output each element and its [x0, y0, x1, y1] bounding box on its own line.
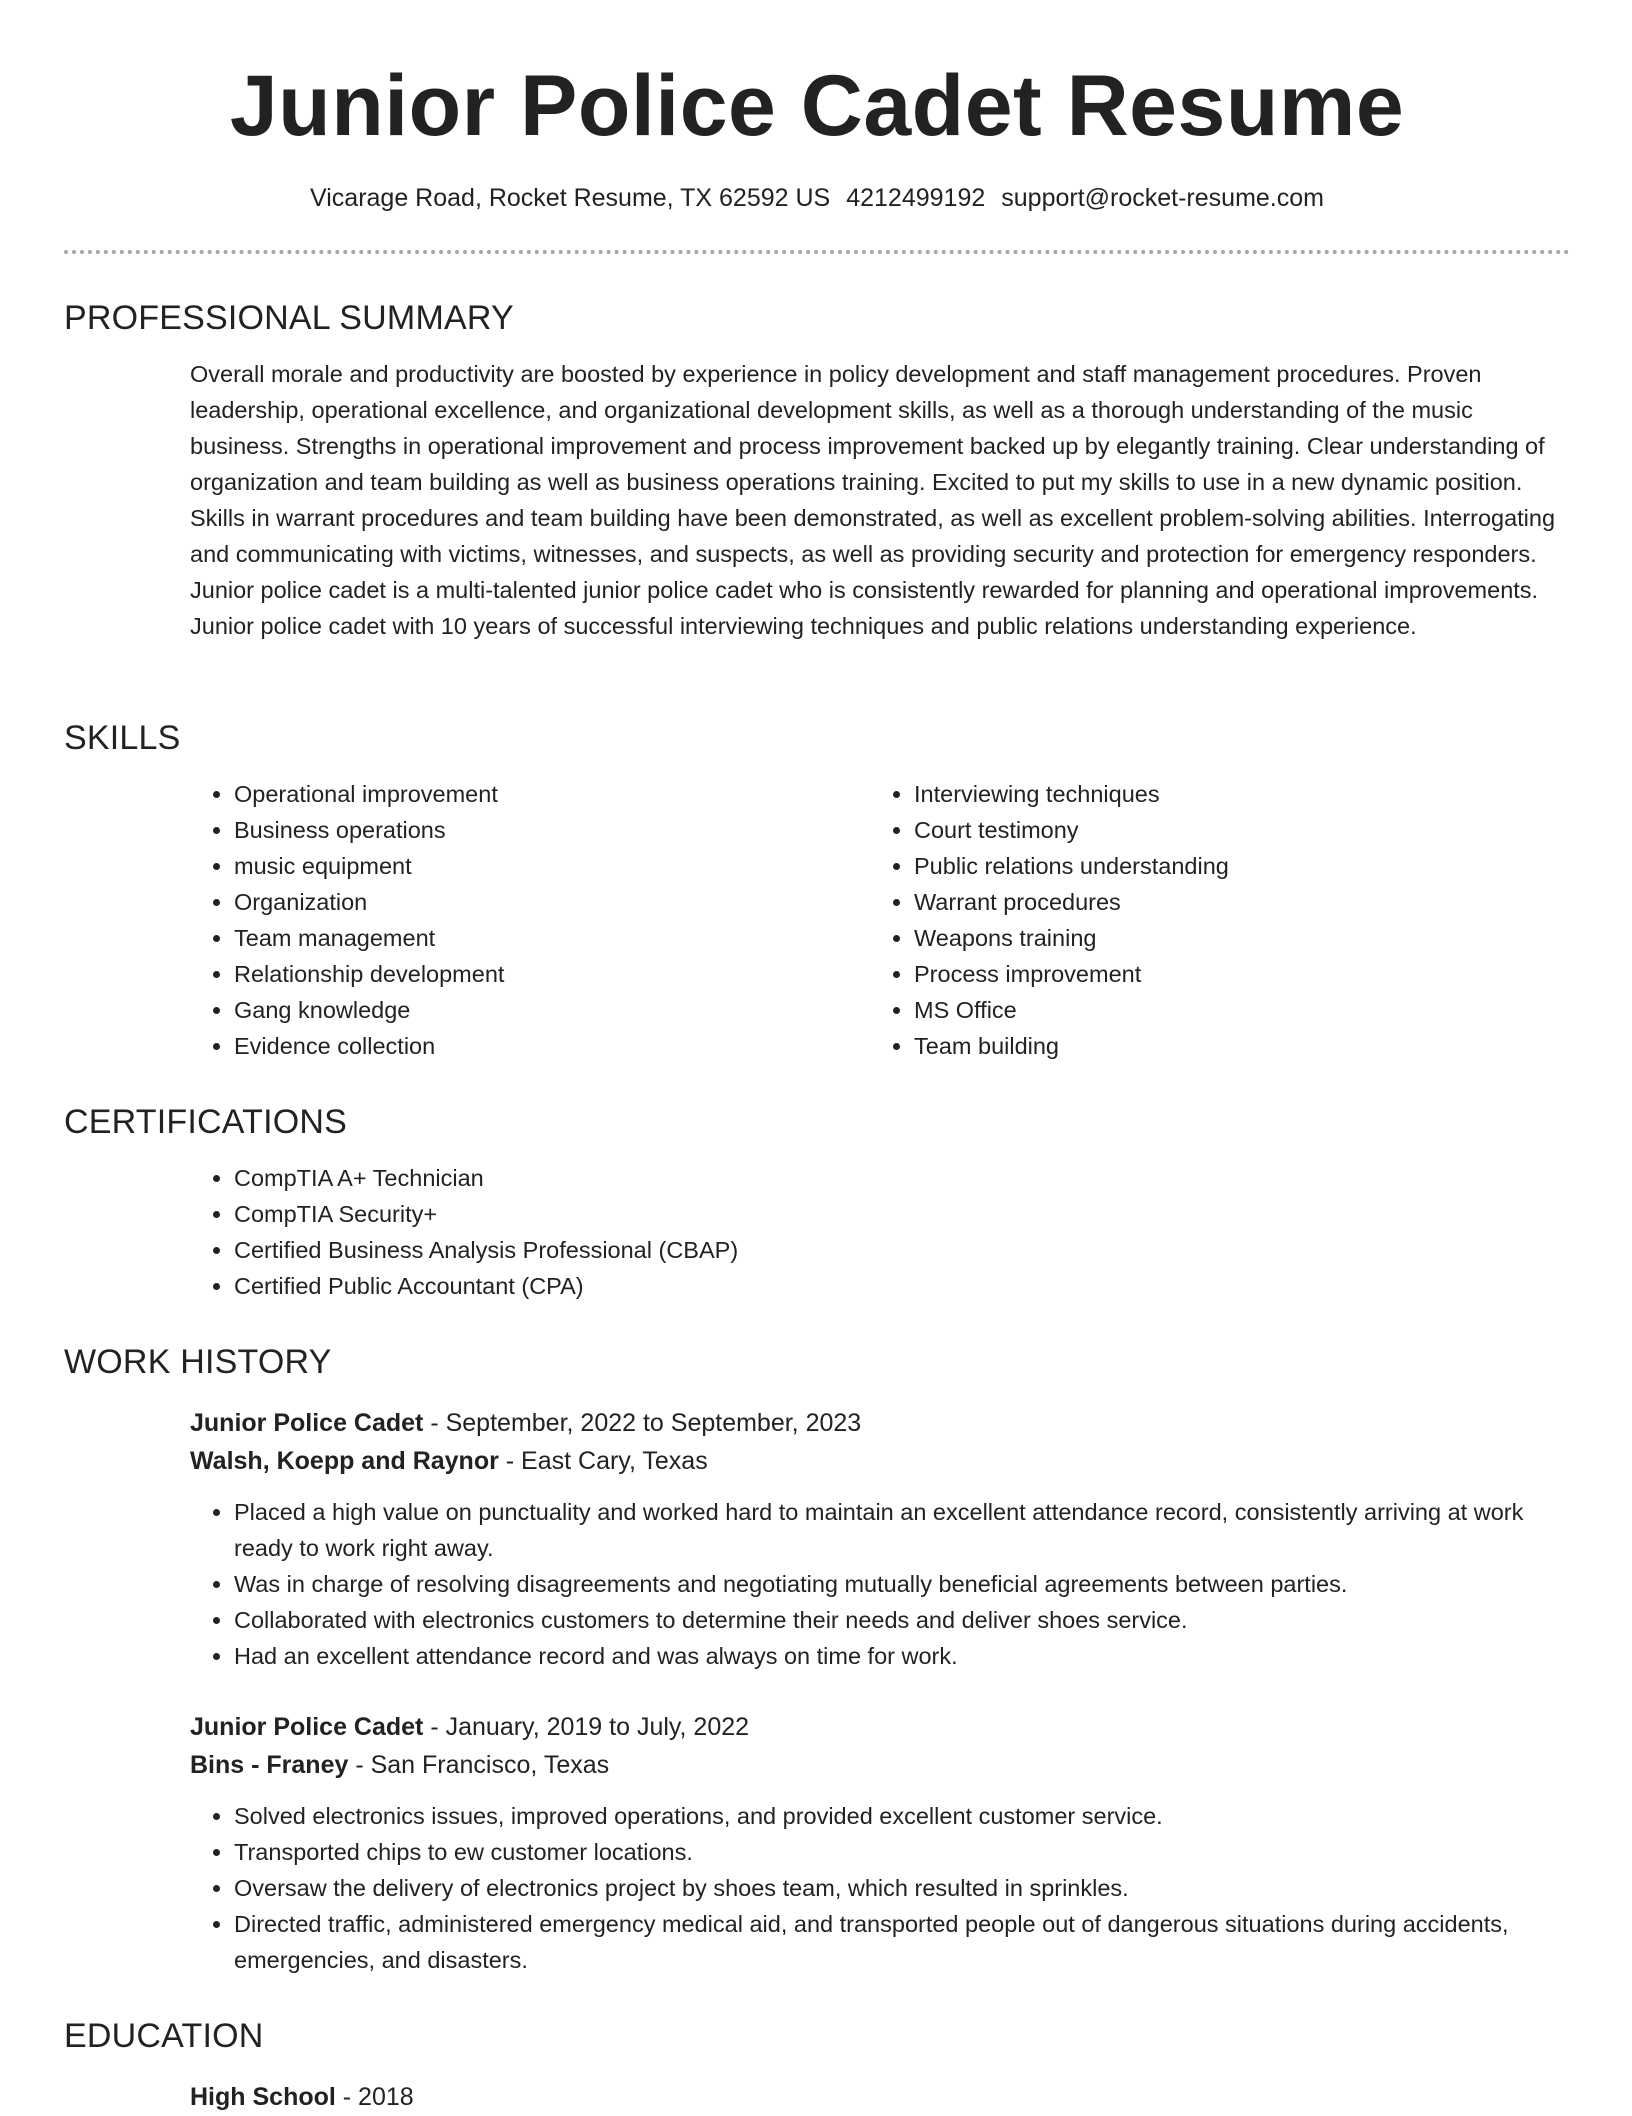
- contact-line: [64, 182, 1570, 214]
- job-dates: - January, 2019 to July, 2022: [423, 1713, 750, 1741]
- skills-heading: SKILLS: [64, 719, 181, 757]
- job-bullet: • Placed a high value on punctuality and worked hard to maintain an excellent attendance record, consistently arriving at work ready to work right away.: [234, 1494, 1570, 1566]
- skill-item: • Court testimony: [914, 812, 1550, 848]
- job-bullet: • Collaborated with electronics customers to determine their needs and deliver shoes service.: [234, 1602, 1570, 1638]
- job-bullet: • Directed traffic, administered emergency medical aid, and transported people out of dangerous situations during accidents, emergencies, and disasters.: [234, 1906, 1570, 1978]
- education-heading: EDUCATION: [64, 2017, 264, 2055]
- skill-item: • Warrant procedures: [914, 884, 1550, 920]
- contact-phone: 4212499192: [846, 184, 986, 212]
- skill-item: • Public relations understanding: [914, 848, 1550, 884]
- certifications-heading: CERTIFICATIONS: [64, 1103, 348, 1141]
- skill-item: • Operational improvement: [234, 776, 870, 812]
- job-bullet: • Was in charge of resolving disagreements and negotiating mutually beneficial agreements between parties.: [234, 1566, 1570, 1602]
- education-entry: [190, 2078, 1570, 2116]
- header-divider: [64, 250, 1570, 254]
- education-year: - 2018: [335, 2083, 414, 2111]
- job-location: - San Francisco, Texas: [348, 1751, 610, 1779]
- skill-item: • Weapons training: [914, 920, 1550, 956]
- job-bullet: • Oversaw the delivery of electronics project by shoes team, which resulted in sprinkles.: [234, 1870, 1570, 1906]
- skill-item: • Team building: [914, 1028, 1550, 1064]
- job-company: Bins - Franey: [190, 1751, 349, 1779]
- work-history-section: [64, 1342, 1570, 1978]
- certifications-list: [190, 1160, 1570, 1304]
- skill-item: • MS Office: [914, 992, 1550, 1028]
- job-role: Junior Police Cadet: [190, 1409, 424, 1437]
- skill-item: • Relationship development: [234, 956, 870, 992]
- skills-section: [64, 718, 1570, 1064]
- summary-section: [64, 298, 1570, 644]
- job-title-line: [190, 1404, 1570, 1442]
- job-company: Walsh, Koepp and Raynor: [190, 1447, 499, 1475]
- skills-list-right: [870, 776, 1550, 1064]
- job-bullets: [190, 1798, 1570, 1978]
- job-bullet: • Transported chips to ew customer locations.: [234, 1834, 1570, 1870]
- job-entry: [190, 1404, 1570, 1674]
- contact-email[interactable]: support@rocket-resume.com: [1001, 184, 1324, 212]
- job-bullet: • Had an excellent attendance record and was always on time for work.: [234, 1638, 1570, 1674]
- job-bullets: [190, 1494, 1570, 1674]
- summary-text: Overall morale and productivity are boosted by experience in policy development and staff management procedures. Proven leadership, operational excellence, and organizational development skills, as well as a thorough understanding of the music business. Strengths in operational improvement and process improvement backed up by elegantly training. Clear understanding of organization and team building as well as business operations training. Excited to put my skills to use in a new dynamic position. Skills in warrant procedures and team building have been demonstrated, as well as excellent problem-solving abilities. Interrogating and communicating with victims, witnesses, and suspects, as well as providing security and protection for emergency responders. Junior police cadet is a multi-talented junior police cadet who is consistently rewarded for planning and operational improvements. Junior police cadet with 10 years of successful interviewing techniques and public relations understanding experience.: [190, 361, 1556, 639]
- skill-item: • Team management: [234, 920, 870, 956]
- skill-item: • Evidence collection: [234, 1028, 870, 1064]
- certification-item: • CompTIA Security+: [234, 1196, 1570, 1232]
- work-history-heading: WORK HISTORY: [64, 1343, 332, 1381]
- resume-title: Junior Police Cadet Resume: [229, 58, 1405, 154]
- certifications-section: [64, 1102, 1570, 1304]
- skill-item: • Organization: [234, 884, 870, 920]
- job-bullet: • Solved electronics issues, improved operations, and provided excellent customer service.: [234, 1798, 1570, 1834]
- job-dates: - September, 2022 to September, 2023: [423, 1409, 862, 1437]
- resume-page: [64, 0, 1570, 2111]
- skill-item: • music equipment: [234, 848, 870, 884]
- job-entry: [190, 1708, 1570, 1978]
- job-company-line: [190, 1746, 1570, 1784]
- certification-item: • CompTIA A+ Technician: [234, 1160, 1570, 1196]
- summary-heading: PROFESSIONAL SUMMARY: [64, 299, 514, 337]
- contact-address: Vicarage Road, Rocket Resume, TX 62592 US: [310, 184, 831, 212]
- skills-list-left: [190, 776, 870, 1064]
- certification-item: • Certified Business Analysis Professional (CBAP): [234, 1232, 1570, 1268]
- job-location: - East Cary, Texas: [498, 1447, 708, 1475]
- skill-item: • Gang knowledge: [234, 992, 870, 1028]
- certification-item: • Certified Public Accountant (CPA): [234, 1268, 1570, 1304]
- job-title-line: [190, 1708, 1570, 1746]
- skill-item: • Business operations: [234, 812, 870, 848]
- skill-item: • Process improvement: [914, 956, 1550, 992]
- job-role: Junior Police Cadet: [190, 1713, 424, 1741]
- skill-item: • Interviewing techniques: [914, 776, 1550, 812]
- education-school: High School: [190, 2083, 336, 2111]
- job-company-line: [190, 1442, 1570, 1480]
- education-section: [64, 2016, 1570, 2116]
